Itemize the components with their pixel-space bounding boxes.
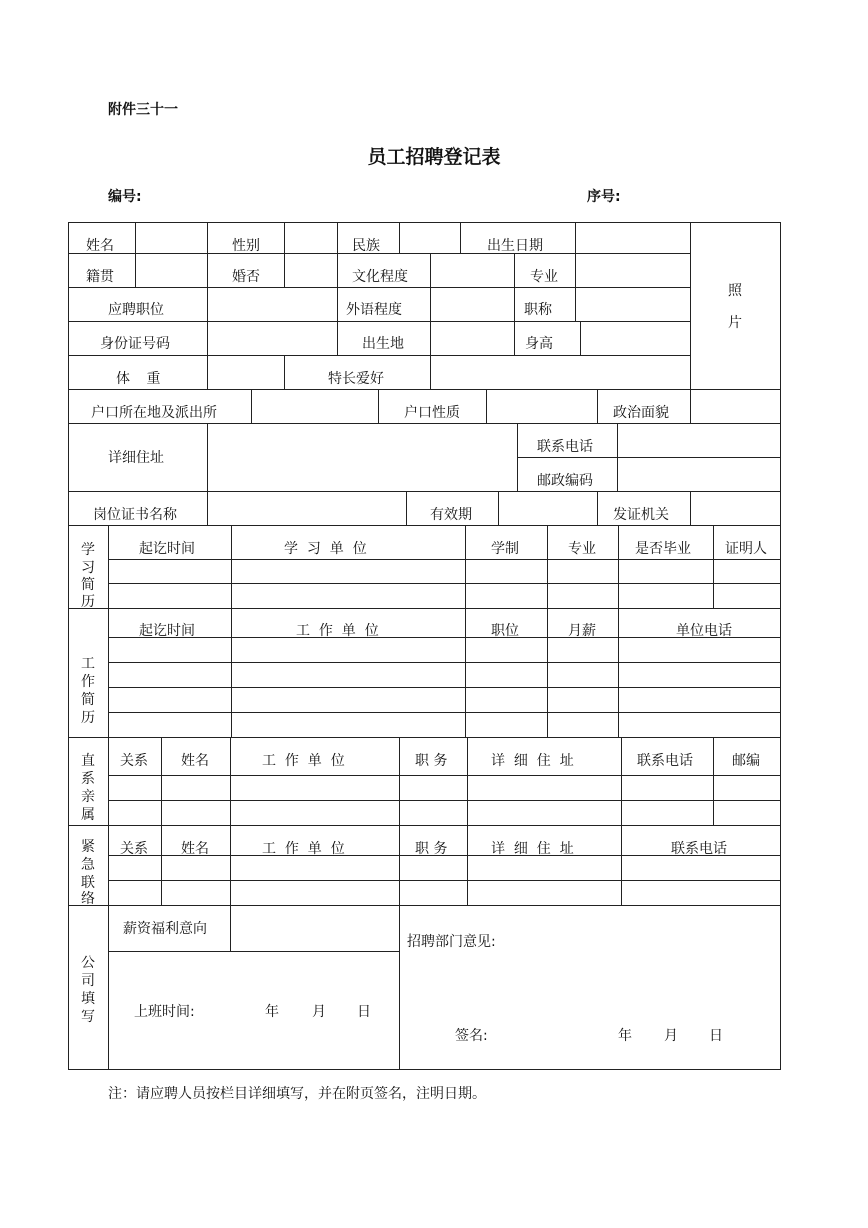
relatives-header-name: 姓名	[181, 753, 209, 769]
photo-label-2: 片	[728, 315, 742, 331]
relatives-header-relation: 关系	[120, 753, 148, 769]
study-header-graduated: 是否毕业	[635, 541, 691, 557]
emergency-side-3: 联	[81, 875, 95, 891]
study-side-4: 历	[81, 594, 95, 610]
height-label: 身高	[525, 336, 553, 352]
sign-year-label: 年	[618, 1028, 632, 1044]
name-label: 姓名	[86, 238, 114, 254]
company-side-4: 写	[81, 1009, 95, 1025]
work-header-phone: 单位电话	[676, 623, 732, 639]
postcode-label: 邮政编码	[537, 473, 593, 489]
start-month-label: 月	[312, 1004, 326, 1020]
phone-label: 联系电话	[537, 439, 593, 455]
work-side-3: 简	[81, 692, 95, 708]
footer-note: 注：请应聘人员按栏目详细填写，并在附页签名，注明日期。	[108, 1086, 486, 1102]
salary-intention-label: 薪资福利意向	[123, 921, 207, 937]
company-side-1: 公	[81, 955, 95, 971]
signature-label: 签名:	[455, 1028, 488, 1044]
start-day-label: 日	[357, 1004, 371, 1020]
native-place-label: 籍贯	[86, 269, 114, 285]
emergency-header-relation: 关系	[120, 841, 148, 857]
certificate-label: 岗位证书名称	[93, 507, 177, 523]
serial-label: 序号:	[587, 189, 621, 205]
study-header-major: 专业	[568, 541, 596, 557]
relatives-header-phone: 联系电话	[637, 753, 693, 769]
household-type-label: 户口性质	[404, 405, 460, 421]
work-header-salary: 月薪	[568, 623, 596, 639]
work-side-2: 作	[81, 674, 95, 690]
work-header-period: 起讫时间	[139, 623, 195, 639]
sign-day-label: 日	[709, 1028, 723, 1044]
emergency-side-4: 络	[81, 891, 95, 905]
company-side-2: 司	[81, 973, 95, 989]
dept-opinion-label: 招聘部门意见:	[407, 934, 496, 950]
sign-month-label: 月	[664, 1028, 678, 1044]
relatives-header-address: 详 细 住 址	[491, 753, 574, 769]
start-time-label: 上班时间:	[134, 1004, 195, 1020]
emergency-header-phone: 联系电话	[671, 841, 727, 857]
birthplace-label: 出生地	[362, 336, 404, 352]
issuer-label: 发证机关	[613, 507, 669, 523]
foreign-language-label: 外语程度	[346, 302, 402, 318]
major-label: 专业	[530, 269, 558, 285]
position-applied-label: 应聘职位	[108, 302, 164, 318]
relatives-side-4: 属	[81, 807, 95, 823]
weight-label: 体 重	[116, 371, 161, 387]
birth-date-label: 出生日期	[487, 238, 543, 254]
emergency-header-name: 姓名	[181, 841, 209, 857]
relatives-header-duty: 职 务	[415, 753, 448, 769]
ethnicity-label: 民族	[352, 238, 380, 254]
emergency-header-duty: 职 务	[415, 841, 448, 857]
number-label: 编号:	[108, 189, 142, 205]
work-side-4: 历	[81, 710, 95, 726]
validity-label: 有效期	[430, 507, 472, 523]
id-number-label: 身份证号码	[100, 336, 170, 352]
marital-label: 婚否	[232, 269, 260, 285]
study-side-2: 习	[81, 560, 95, 576]
work-side-1: 工	[81, 656, 95, 672]
emergency-header-company: 工 作 单 位	[262, 841, 345, 857]
company-side-3: 填	[81, 991, 95, 1007]
political-status-label: 政治面貌	[613, 405, 669, 421]
start-year-label: 年	[265, 1004, 279, 1020]
education-label: 文化程度	[352, 269, 408, 285]
address-label: 详细住址	[108, 450, 164, 466]
hobbies-label: 特长爱好	[328, 371, 384, 387]
study-header-duration: 学制	[491, 541, 519, 557]
relatives-header-postcode: 邮编	[732, 753, 760, 769]
work-header-position: 职位	[491, 623, 519, 639]
attachment-label: 附件三十一	[108, 102, 178, 118]
study-header-witness: 证明人	[725, 541, 767, 557]
work-header-company: 工 作 单 位	[296, 623, 379, 639]
photo-label-1: 照	[728, 283, 742, 299]
emergency-header-address: 详 细 住 址	[491, 841, 574, 857]
relatives-side-3: 亲	[81, 789, 95, 805]
study-side-3: 简	[81, 577, 95, 593]
emergency-side-2: 急	[81, 857, 95, 873]
study-side-1: 学	[81, 542, 95, 558]
page-title: 员工招聘登记表	[367, 146, 501, 168]
study-header-school: 学 习 单 位	[284, 541, 367, 557]
relatives-header-company: 工 作 单 位	[262, 753, 345, 769]
gender-label: 性别	[232, 238, 260, 254]
relatives-side-2: 系	[81, 771, 95, 787]
relatives-side-1: 直	[81, 753, 95, 769]
study-header-period: 起讫时间	[139, 541, 195, 557]
household-location-label: 户口所在地及派出所	[91, 405, 217, 421]
title-label: 职称	[524, 302, 552, 318]
emergency-side-1: 紧	[81, 839, 95, 855]
